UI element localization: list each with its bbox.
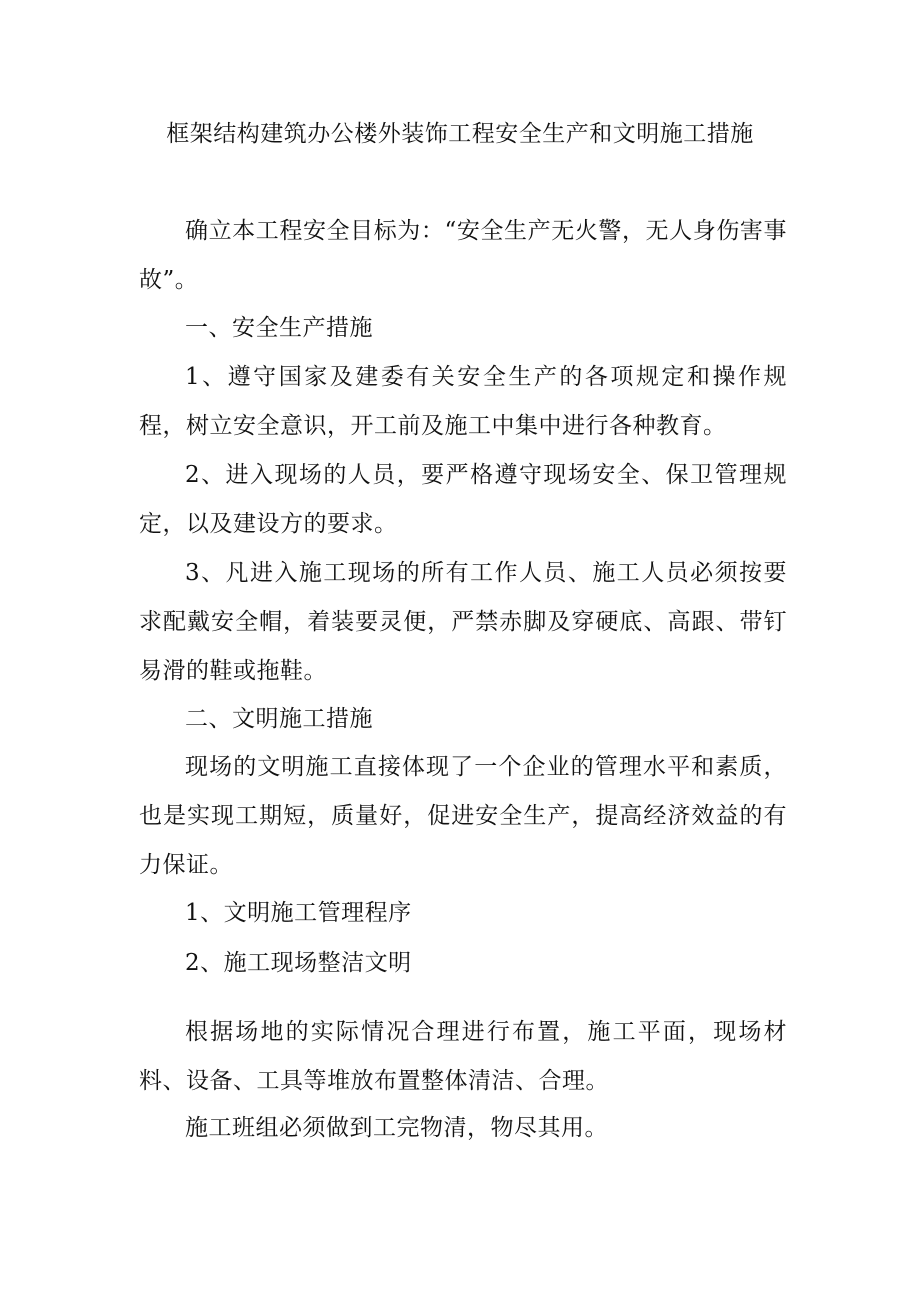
section-heading-civilized: 二、文明施工措施 (185, 706, 373, 732)
site-layout-paragraph: 根据场地的实际情况合理进行布置，施工平面，现场材料、设备、工具等堆放布置整体清洁、合理。 (139, 1019, 787, 1094)
safety-item-1: 1、遵守国家及建委有关安全生产的各项规定和操作规程，树立安全意识，开工前及施工中集中进行各种教育。 (139, 364, 787, 439)
civilized-subheading-2: 2、施工现场整洁文明 (185, 950, 412, 976)
section-heading-safety: 一、安全生产措施 (185, 315, 373, 341)
safety-item-3: 3、凡进入施工现场的所有工作人员、施工人员必须按要求配戴安全帽，着装要灵便，严禁赤脚及穿硬底、高跟、带钉易滑的鞋或拖鞋。 (139, 560, 787, 684)
team-cleanup-paragraph: 施工班组必须做到工完物清，物尽其用。 (185, 1115, 608, 1141)
document-title: 框架结构建筑办公楼外装饰工程安全生产和文明施工措施 (166, 121, 754, 147)
safety-item-2: 2、进入现场的人员，要严格遵守现场安全、保卫管理规定，以及建设方的要求。 (139, 462, 787, 537)
civilized-subheading-1: 1、文明施工管理程序 (185, 900, 412, 926)
safety-goal-paragraph: 确立本工程安全目标为：“安全生产无火警，无人身伤害事故”。 (139, 218, 787, 293)
civilized-intro-paragraph: 现场的文明施工直接体现了一个企业的管理水平和素质，也是实现工期短，质量好，促进安全生产，提高经济效益的有力保证。 (139, 754, 787, 878)
